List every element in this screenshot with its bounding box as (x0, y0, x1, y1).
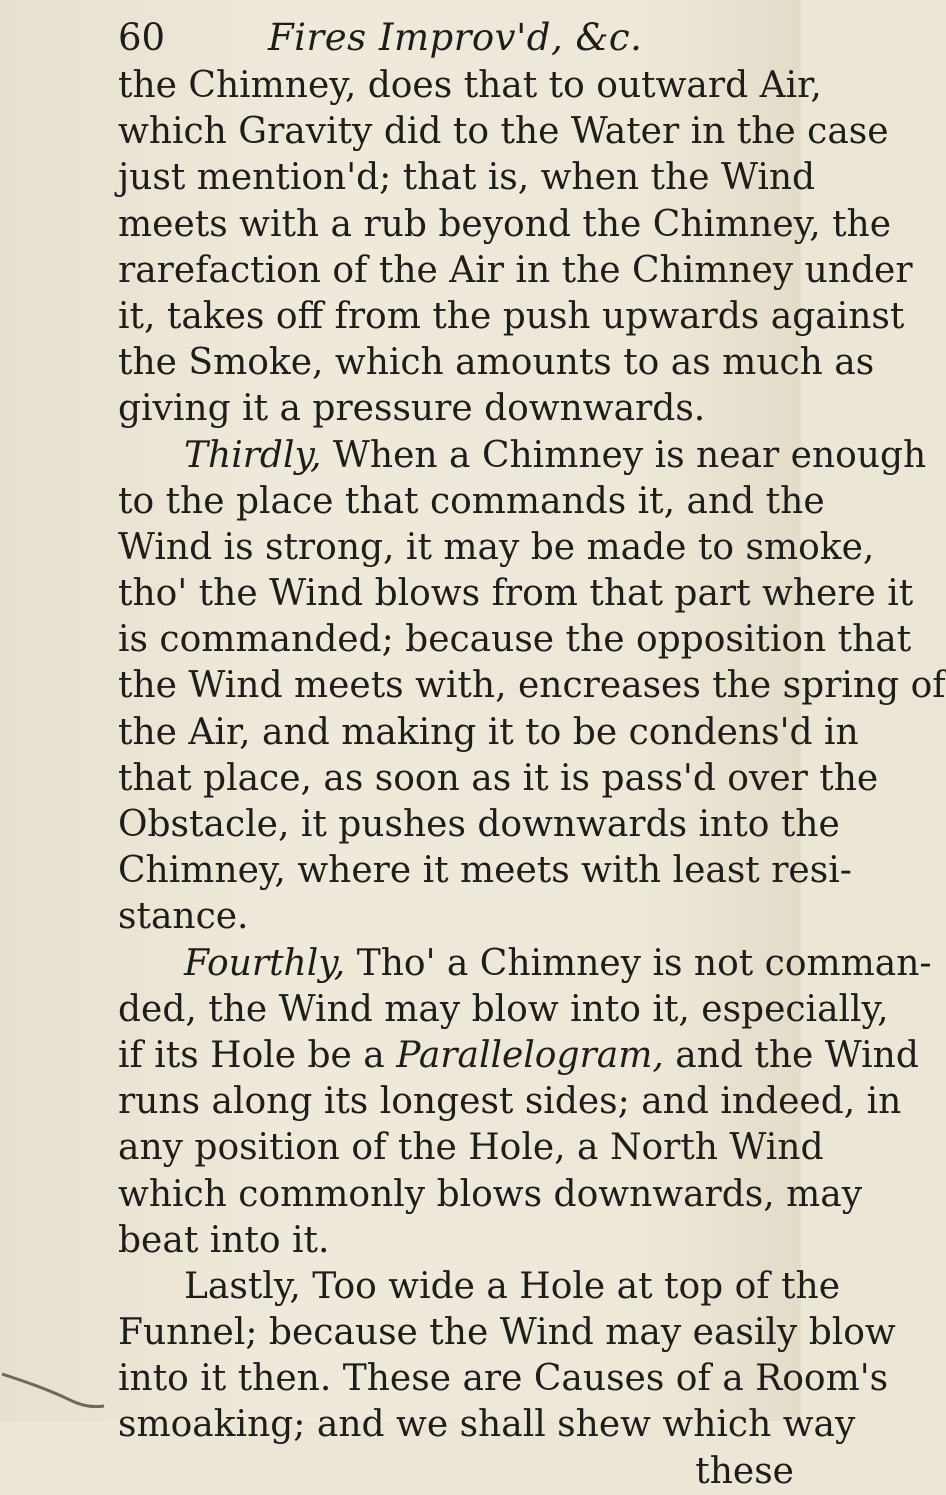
text-line: stance. (118, 896, 249, 938)
paragraph-1 (118, 63, 913, 433)
text-line (118, 941, 932, 987)
text-line: the Air, and making it to be condens'd in (118, 711, 859, 753)
text-line: meets with a rub beyond the Chimney, the (118, 203, 892, 245)
text-span: When a Chimney is near enough (321, 434, 927, 476)
text-line: the Smoke, which amounts to as much as (118, 342, 875, 384)
text-line: Lastly, Too wide a Hole at top of the (184, 1265, 841, 1307)
text-span: and the Wind (663, 1034, 919, 1076)
text-line: Chimney, where it meets with least resi- (118, 850, 852, 892)
text-line: runs along its longest sides; and indeed, in (118, 1081, 902, 1123)
text-line: into it then. These are Causes of a Room's (118, 1358, 889, 1400)
text-line: the Chimney, does that to outward Air, (118, 65, 822, 106)
italic-term: Parallelogram, (396, 1034, 664, 1076)
text-line: smoaking; and we shall shew which way (118, 1404, 856, 1446)
text-line: which Gravity did to the Water in the case (118, 111, 889, 153)
text-line: the Wind meets with, encreases the spring of (118, 665, 946, 707)
paragraph-3 (118, 941, 932, 1264)
text-line: rarefaction of the Air in the Chimney under (118, 249, 913, 291)
text-line: it, takes off from the push upwards against (118, 295, 905, 337)
text-line: giving it a pressure downwards. (118, 388, 706, 430)
text-line: beat into it. (118, 1219, 330, 1261)
paragraph-lead: Thirdly, (184, 434, 322, 476)
text-line: is commanded; because the opposition that (118, 619, 912, 661)
text-line: to the place that commands it, and the (118, 480, 825, 522)
page-stain-mark (0, 1370, 110, 1410)
catchword: these (695, 1450, 794, 1492)
text-line (118, 1033, 919, 1079)
text-line (118, 433, 927, 479)
page-header (118, 8, 758, 68)
text-line: which commonly blows downwards, may (118, 1173, 863, 1215)
text-line: any position of the Hole, a North Wind (118, 1127, 824, 1169)
paragraph-lead: Fourthly, (184, 942, 346, 984)
text-line: ded, the Wind may blow into it, especially, (118, 988, 889, 1030)
paragraph-4 (118, 1264, 896, 1495)
text-span: if its Hole be a (118, 1034, 397, 1076)
text-line: just mention'd; that is, when the Wind (118, 157, 816, 199)
text-line: tho' the Wind blows from that part where it (118, 573, 914, 615)
text-line: Obstacle, it pushes downwards into the (118, 804, 840, 845)
body-text (118, 63, 946, 1495)
text-span: Tho' a Chimney is not comman- (345, 942, 932, 984)
paragraph-2 (118, 433, 946, 941)
running-title: Fires Improv'd, &c. (268, 16, 643, 59)
text-line: that place, as soon as it is pass'd over the (118, 757, 879, 799)
text-line: Funnel; because the Wind may easily blow (118, 1312, 896, 1354)
page-number: 60 (118, 16, 166, 59)
text-line: Wind is strong, it may be made to smoke, (118, 526, 875, 568)
